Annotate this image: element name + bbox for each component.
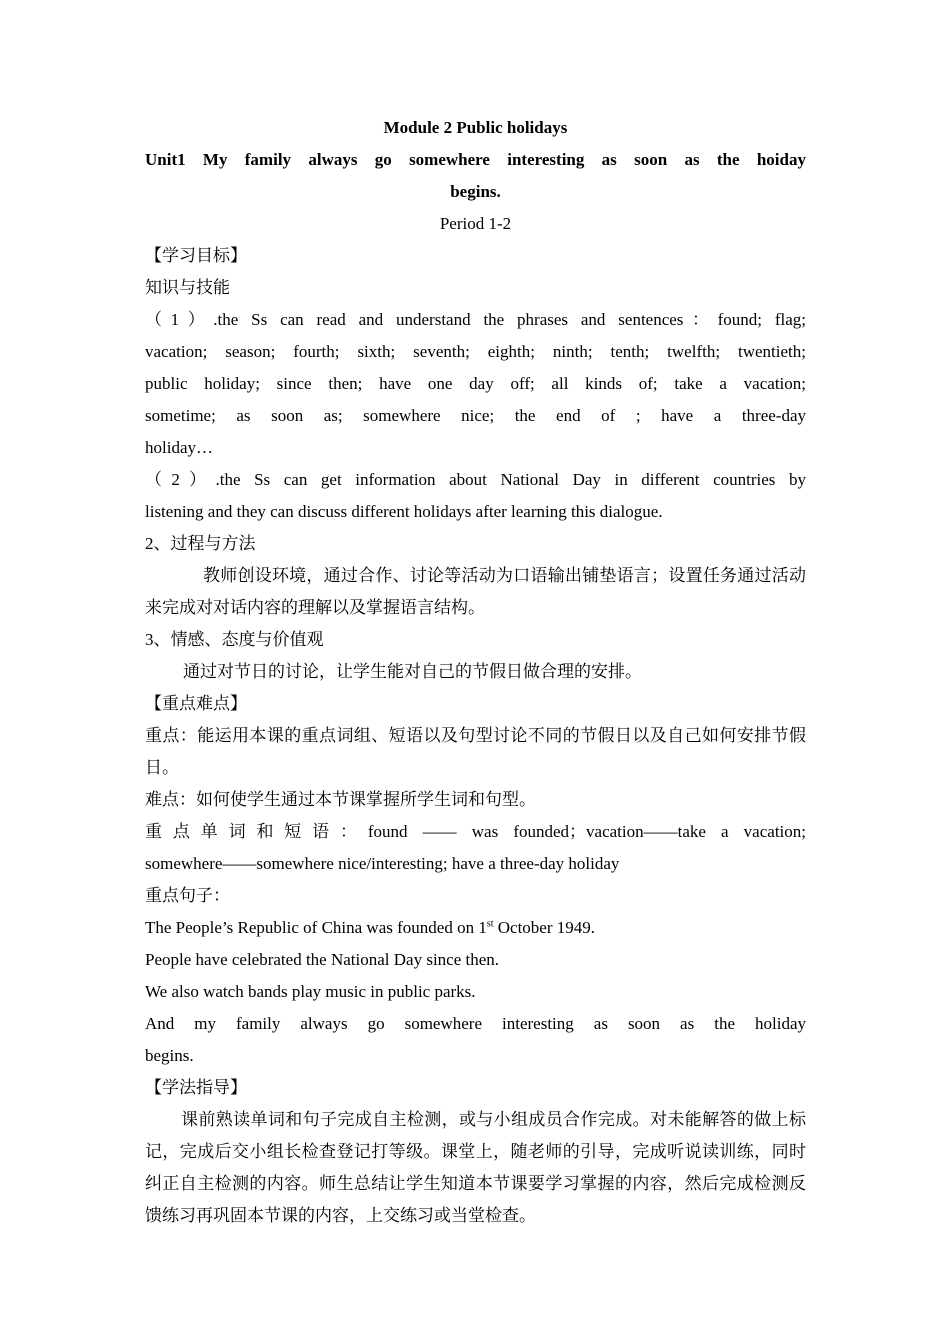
process-text: 教师创设环境，通过合作、讨论等活动为口语输出铺垫语言；设置任务通过活动来完成对对话内容的理解以及掌握语言结构。 (145, 566, 806, 617)
key-sentence-2: People have celebrated the National Day since then. (145, 950, 500, 969)
key-sentence-1 (145, 912, 806, 944)
key-points-heading: 【重点难点】 (145, 694, 247, 713)
objective-1-line: public holiday; since then; have one day off; all kinds of; take a vacation; (145, 374, 806, 393)
process-heading: 2、过程与方法 (145, 534, 256, 553)
key-sentence-3: We also watch bands play music in public parks. (145, 982, 476, 1001)
unit-title-line-2: begins. (450, 182, 501, 201)
key-sentence-1-main: The People’s Republic of China was founded on 1 (145, 918, 487, 937)
objective-1-line: vacation; season; fourth; sixth; seventh; eighth; ninth; tenth; twelfth; twentieth; (145, 342, 806, 361)
vocab-line-2: somewhere——somewhere nice/interesting; have a three-day holiday (145, 854, 620, 873)
vocab-line-1: 重点单词和短语：found —— was founded；vacation——take a vacation; (145, 822, 806, 841)
objective-2-line: （2）.the Ss can get information about National Day in different countries by (145, 470, 806, 489)
objective-1-line: holiday… (145, 438, 213, 457)
objectives-heading: 【学习目标】 (145, 246, 247, 265)
ordinal-superscript: st (486, 918, 494, 930)
key-sentence-4-line-1: And my family always go somewhere interesting as soon as the holiday (145, 1014, 806, 1033)
emotion-heading: 3、情感、态度与价值观 (145, 630, 324, 649)
unit-title-line-1: Unit1 My family always go somewhere interesting as soon as the hoiday (145, 150, 806, 169)
key-sentence-1-end: October 1949. (493, 918, 596, 937)
guidance-text: 课前熟读单词和句子完成自主检测，或与小组成员合作完成。对未能解答的做上标记，完成后交小组长检查登记打等级。课堂上，随老师的引导，完成听说读训练，同时纠正自主检测的内容。师生总结让学生知道本节课要学习掌握的内容，然后完成检测反馈练习再巩固本节课的内容，上交练习或当堂检查。 (145, 1110, 806, 1225)
emotion-text: 通过对节日的讨论，让学生能对自己的节假日做合理的安排。 (183, 662, 642, 681)
knowledge-heading: 知识与技能 (145, 278, 230, 297)
difficulty-text: 难点：如何使学生通过本节课掌握所学生词和句型。 (145, 790, 536, 809)
module-title: Module 2 Public holidays (383, 118, 568, 137)
sentences-heading: 重点句子： (145, 886, 230, 905)
focus-text: 重点：能运用本课的重点词组、短语以及句型讨论不同的节假日以及自己如何安排节假日。 (145, 726, 806, 777)
objective-1-line: sometime; as soon as; somewhere nice; the end of ; have a three-day (145, 406, 806, 425)
objective-2-line: listening and they can discuss different holidays after learning this dialogue. (145, 502, 663, 521)
guidance-heading: 【学法指导】 (145, 1078, 247, 1097)
document-page (145, 112, 806, 1232)
objective-1-line: （1）.the Ss can read and understand the phrases and sentences：found; flag; (145, 310, 806, 329)
period-label: Period 1-2 (439, 214, 512, 233)
key-sentence-4-line-2: begins. (145, 1046, 194, 1065)
